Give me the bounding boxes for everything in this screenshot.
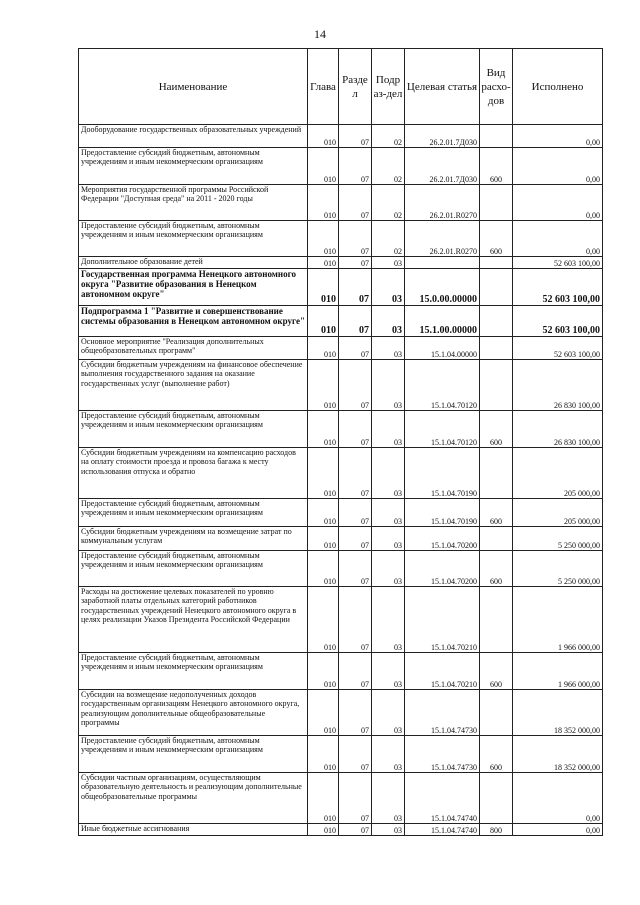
row-target: 15.1.04.70210 (405, 587, 480, 653)
row-name: Государственная программа Ненецкого автономного округа "Развитие образования в Ненецком автономном округе" (79, 269, 308, 306)
row-chapter: 010 (308, 551, 339, 587)
row-executed: 52 603 100,00 (513, 269, 603, 306)
row-target: 15.1.04.74740 (405, 824, 480, 836)
header-row (79, 49, 603, 125)
row-chapter: 010 (308, 411, 339, 448)
row-executed: 1 966 000,00 (513, 653, 603, 690)
row-subsection: 03 (372, 587, 405, 653)
table-row (79, 551, 603, 587)
row-executed: 0,00 (513, 773, 603, 824)
row-expense-type (480, 690, 513, 736)
row-target: 26.2.01.7Д030 (405, 125, 480, 148)
row-name: Предоставление субсидий бюджетным, автономным учреждениям и иным некоммерческим организациям (79, 653, 308, 690)
row-name: Предоставление субсидий бюджетным, автономным учреждениям и иным некоммерческим организациям (79, 736, 308, 773)
row-expense-type: 600 (480, 499, 513, 527)
header-expense-type: Вид расхо- дов (480, 49, 513, 125)
row-expense-type (480, 587, 513, 653)
table-row (79, 448, 603, 499)
table-row (79, 736, 603, 773)
row-executed: 26 830 100,00 (513, 411, 603, 448)
row-chapter: 010 (308, 221, 339, 257)
table-row (79, 773, 603, 824)
row-section: 07 (339, 257, 372, 269)
header-name: Наименование (79, 49, 308, 125)
row-subsection: 03 (372, 411, 405, 448)
row-expense-type: 600 (480, 148, 513, 185)
row-subsection: 03 (372, 690, 405, 736)
row-executed: 0,00 (513, 185, 603, 221)
row-name: Дополнительное образование детей (79, 257, 308, 269)
row-expense-type (480, 185, 513, 221)
row-executed: 205 000,00 (513, 448, 603, 499)
row-executed: 52 603 100,00 (513, 337, 603, 360)
table-row (79, 185, 603, 221)
row-section: 07 (339, 185, 372, 221)
row-subsection: 02 (372, 148, 405, 185)
row-expense-type (480, 773, 513, 824)
row-expense-type (480, 269, 513, 306)
row-chapter: 010 (308, 448, 339, 499)
row-expense-type: 600 (480, 221, 513, 257)
row-name: Предоставление субсидий бюджетным, автономным учреждениям и иным некоммерческим организациям (79, 551, 308, 587)
row-chapter: 010 (308, 824, 339, 836)
row-target: 26.2.01.R0270 (405, 221, 480, 257)
row-subsection: 03 (372, 527, 405, 551)
row-executed: 26 830 100,00 (513, 360, 603, 411)
row-expense-type (480, 360, 513, 411)
row-name: Субсидии бюджетным учреждениям на возмещение затрат по коммунальным услугам (79, 527, 308, 551)
row-section: 07 (339, 653, 372, 690)
row-chapter: 010 (308, 125, 339, 148)
row-target: 15.1.00.00000 (405, 306, 480, 337)
row-chapter: 010 (308, 257, 339, 269)
table-row (79, 587, 603, 653)
row-name: Субсидии бюджетным учреждениям на компенсацию расходов на оплату стоимости проезда и провоза багажа к месту использования отпуска и обратно (79, 448, 308, 499)
row-subsection: 03 (372, 653, 405, 690)
row-chapter: 010 (308, 773, 339, 824)
row-target (405, 257, 480, 269)
table-row (79, 653, 603, 690)
row-expense-type (480, 125, 513, 148)
table-row (79, 411, 603, 448)
table-row (79, 824, 603, 836)
row-subsection: 03 (372, 448, 405, 499)
row-target: 15.1.04.70190 (405, 499, 480, 527)
row-expense-type: 600 (480, 653, 513, 690)
row-subsection: 02 (372, 185, 405, 221)
budget-table (78, 48, 603, 836)
row-chapter: 010 (308, 587, 339, 653)
row-target: 15.1.04.70120 (405, 411, 480, 448)
row-expense-type: 800 (480, 824, 513, 836)
row-name: Расходы на достижение целевых показателей по уровню заработной платы отдельных категорий работников государственных учреждений Ненецкого автономного округа в целях реализации Указов Президента Российской Федерации (79, 587, 308, 653)
row-subsection: 03 (372, 257, 405, 269)
row-target: 15.1.04.74730 (405, 690, 480, 736)
row-name: Предоставление субсидий бюджетным, автономным учреждениям и иным некоммерческим организациям (79, 148, 308, 185)
header-executed: Исполнено (513, 49, 603, 125)
row-name: Дооборудование государственных образовательных учреждений (79, 125, 308, 148)
row-expense-type (480, 306, 513, 337)
row-section: 07 (339, 690, 372, 736)
row-subsection: 02 (372, 221, 405, 257)
row-section: 07 (339, 499, 372, 527)
row-section: 07 (339, 360, 372, 411)
table-row (79, 499, 603, 527)
table-row (79, 125, 603, 148)
row-chapter: 010 (308, 499, 339, 527)
row-target: 15.0.00.00000 (405, 269, 480, 306)
table-row (79, 306, 603, 337)
table-row (79, 337, 603, 360)
row-chapter: 010 (308, 736, 339, 773)
row-section: 07 (339, 824, 372, 836)
row-section: 07 (339, 269, 372, 306)
row-chapter: 010 (308, 306, 339, 337)
row-chapter: 010 (308, 185, 339, 221)
row-name: Иные бюджетные ассигнования (79, 824, 308, 836)
row-target: 26.2.01.R0270 (405, 185, 480, 221)
header-target: Целевая статья (405, 49, 480, 125)
row-target: 15.1.04.70200 (405, 551, 480, 587)
row-executed: 0,00 (513, 148, 603, 185)
row-expense-type: 600 (480, 551, 513, 587)
row-executed: 52 603 100,00 (513, 306, 603, 337)
row-target: 15.1.04.74730 (405, 736, 480, 773)
row-executed: 52 603 100,00 (513, 257, 603, 269)
row-target: 26.2.01.7Д030 (405, 148, 480, 185)
row-name: Предоставление субсидий бюджетным, автономным учреждениям и иным некоммерческим организациям (79, 499, 308, 527)
row-section: 07 (339, 148, 372, 185)
row-section: 07 (339, 411, 372, 448)
header-chapter: Глава (308, 49, 339, 125)
row-subsection: 03 (372, 306, 405, 337)
table-row (79, 527, 603, 551)
row-section: 07 (339, 125, 372, 148)
row-expense-type (480, 337, 513, 360)
row-executed: 5 250 000,00 (513, 551, 603, 587)
row-section: 07 (339, 306, 372, 337)
row-name: Субсидии бюджетным учреждениям на финансовое обеспечение выполнения государственного задания на оказание государственных услуг (выполнение работ) (79, 360, 308, 411)
row-name: Субсидии частным организациям, осуществляющим образовательную деятельность и реализующим дополнительные общеобразовательные программы (79, 773, 308, 824)
row-subsection: 03 (372, 337, 405, 360)
row-chapter: 010 (308, 653, 339, 690)
row-section: 07 (339, 551, 372, 587)
row-subsection: 03 (372, 824, 405, 836)
row-name: Мероприятия государственной программы Российской Федерации "Доступная среда" на 2011 - 2020 годы (79, 185, 308, 221)
row-chapter: 010 (308, 269, 339, 306)
row-subsection: 03 (372, 269, 405, 306)
row-chapter: 010 (308, 527, 339, 551)
row-name: Предоставление субсидий бюджетным, автономным учреждениям и иным некоммерческим организациям (79, 411, 308, 448)
row-executed: 0,00 (513, 221, 603, 257)
header-section: Разде л (339, 49, 372, 125)
table-row (79, 360, 603, 411)
header-subsection: Подр аз-дел (372, 49, 405, 125)
page-number: 14 (314, 27, 326, 41)
row-chapter: 010 (308, 337, 339, 360)
row-executed: 0,00 (513, 824, 603, 836)
table-row (79, 269, 603, 306)
row-subsection: 03 (372, 736, 405, 773)
row-target: 15.1.04.70200 (405, 527, 480, 551)
row-executed: 18 352 000,00 (513, 690, 603, 736)
row-section: 07 (339, 736, 372, 773)
row-subsection: 03 (372, 773, 405, 824)
table-row (79, 221, 603, 257)
row-section: 07 (339, 448, 372, 499)
row-expense-type (480, 448, 513, 499)
row-chapter: 010 (308, 148, 339, 185)
row-section: 07 (339, 773, 372, 824)
row-target: 15.1.04.00000 (405, 337, 480, 360)
row-expense-type: 600 (480, 411, 513, 448)
row-executed: 1 966 000,00 (513, 587, 603, 653)
row-chapter: 010 (308, 690, 339, 736)
row-chapter: 010 (308, 360, 339, 411)
row-executed: 18 352 000,00 (513, 736, 603, 773)
row-executed: 5 250 000,00 (513, 527, 603, 551)
row-expense-type (480, 527, 513, 551)
table-row (79, 148, 603, 185)
row-section: 07 (339, 221, 372, 257)
row-subsection: 03 (372, 360, 405, 411)
row-name: Подпрограмма 1 "Развитие и совершенствование системы образования в Ненецком автономном округе" (79, 306, 308, 337)
row-name: Предоставление субсидий бюджетным, автономным учреждениям и иным некоммерческим организациям (79, 221, 308, 257)
row-target: 15.1.04.70210 (405, 653, 480, 690)
row-section: 07 (339, 587, 372, 653)
row-executed: 205 000,00 (513, 499, 603, 527)
row-subsection: 03 (372, 499, 405, 527)
table-row (79, 690, 603, 736)
row-target: 15.1.04.70120 (405, 360, 480, 411)
row-subsection: 02 (372, 125, 405, 148)
row-section: 07 (339, 527, 372, 551)
row-expense-type: 600 (480, 736, 513, 773)
table-row (79, 257, 603, 269)
row-name: Основное мероприятие "Реализация дополнительных общеобразовательных программ" (79, 337, 308, 360)
row-target: 15.1.04.74740 (405, 773, 480, 824)
row-executed: 0,00 (513, 125, 603, 148)
row-name: Субсидии на возмещение недополученных доходов государственным организациям Ненецкого автономного округа, реализующим дополнительные общеобразовательные программы (79, 690, 308, 736)
row-section: 07 (339, 337, 372, 360)
row-target: 15.1.04.70190 (405, 448, 480, 499)
row-subsection: 03 (372, 551, 405, 587)
row-expense-type (480, 257, 513, 269)
